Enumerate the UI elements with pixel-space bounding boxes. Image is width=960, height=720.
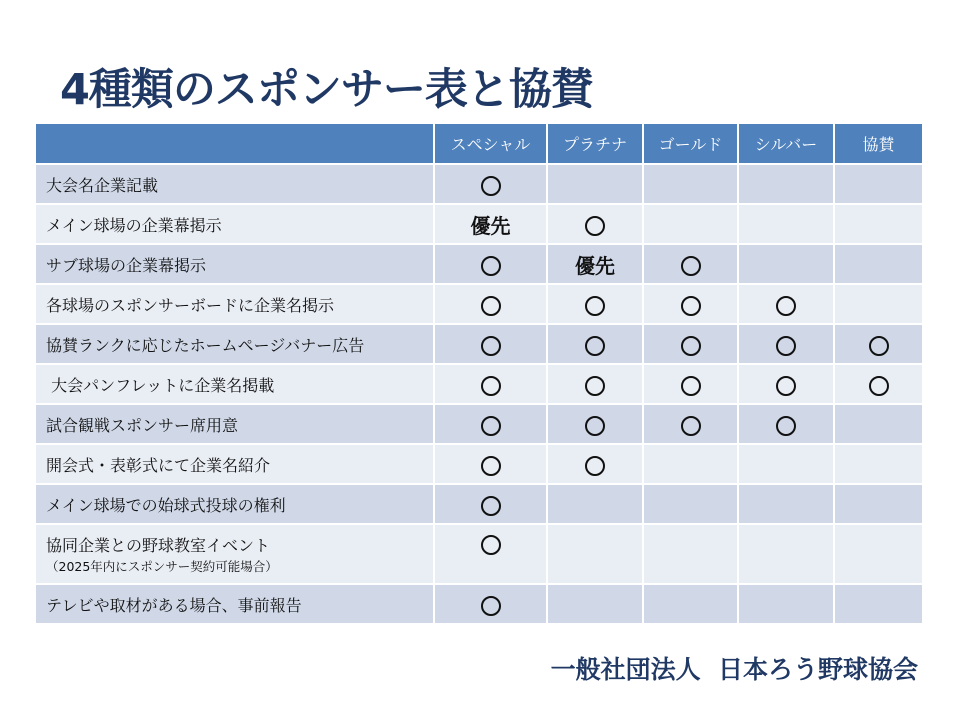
feature-cell: [35, 584, 434, 624]
benefit-cell: [547, 204, 643, 244]
feature-cell: [35, 284, 434, 324]
benefit-cell: [643, 204, 738, 244]
benefit-cell: [738, 364, 834, 404]
feature-label: 大会パンフレットに企業名掲載: [46, 375, 275, 395]
benefit-cell: [547, 484, 643, 524]
circle-mark-icon: [681, 296, 701, 316]
benefit-cell: [434, 404, 547, 444]
circle-mark-icon: [481, 336, 501, 356]
circle-mark-icon: [681, 376, 701, 396]
circle-mark-icon: [681, 416, 701, 436]
feature-cell: [35, 444, 434, 484]
circle-mark-icon: [481, 296, 501, 316]
benefit-cell: [834, 164, 923, 204]
benefit-cell: [643, 244, 738, 284]
table-row: [35, 164, 923, 204]
circle-mark-icon: [585, 456, 605, 476]
circle-mark-icon: [481, 416, 501, 436]
benefit-cell: [738, 444, 834, 484]
table-row: [35, 324, 923, 364]
benefit-cell: [834, 404, 923, 444]
benefit-cell: [834, 484, 923, 524]
benefit-cell: [434, 484, 547, 524]
benefit-cell: [547, 524, 643, 584]
table-row: [35, 404, 923, 444]
benefit-cell: [834, 444, 923, 484]
feature-label: 協同企業との野球教室イベント: [46, 536, 271, 555]
circle-mark-icon: [585, 376, 605, 396]
column-header-gold: ゴールド: [643, 123, 738, 164]
benefit-cell: [834, 524, 923, 584]
benefit-cell: [643, 404, 738, 444]
organization-name: 一般社団法人 日本ろう野球協会: [550, 655, 918, 684]
feature-cell: [35, 164, 434, 204]
benefit-cell: [738, 404, 834, 444]
benefit-cell: [547, 444, 643, 484]
feature-cell: [35, 324, 434, 364]
benefit-cell: [738, 584, 834, 624]
page-title: 4種類のスポンサー表と協賛: [60, 65, 593, 115]
circle-mark-icon: [681, 336, 701, 356]
benefit-cell: [434, 204, 547, 244]
benefit-cell: [738, 524, 834, 584]
circle-mark-icon: [869, 336, 889, 356]
benefit-cell: [834, 324, 923, 364]
benefit-cell: [547, 324, 643, 364]
benefit-cell: [738, 244, 834, 284]
benefit-cell: [434, 524, 547, 584]
benefit-cell: [547, 404, 643, 444]
column-header: [35, 123, 434, 164]
column-header-special: スペシャル: [434, 123, 547, 164]
benefit-cell: [643, 364, 738, 404]
circle-mark-icon: [585, 216, 605, 236]
benefit-cell: [834, 284, 923, 324]
circle-mark-icon: [776, 336, 796, 356]
priority-label: 優先: [575, 253, 615, 278]
column-header-platinum: プラチナ: [547, 123, 643, 164]
benefit-cell: [434, 284, 547, 324]
circle-mark-icon: [481, 456, 501, 476]
feature-label: 各球場のスポンサーボードに企業名掲示: [46, 295, 335, 315]
feature-cell: [35, 364, 434, 404]
benefit-cell: [434, 364, 547, 404]
feature-label: サブ球場の企業幕掲示: [46, 255, 207, 275]
benefit-cell: [434, 324, 547, 364]
benefit-cell: [434, 584, 547, 624]
benefit-cell: [547, 164, 643, 204]
priority-label: 優先: [470, 213, 511, 238]
benefit-cell: [547, 244, 643, 284]
circle-mark-icon: [585, 336, 605, 356]
column-header-silver: シルバー: [738, 123, 834, 164]
feature-label: メイン球場での始球式投球の権利: [46, 495, 286, 515]
benefit-cell: [643, 524, 738, 584]
feature-cell: [35, 244, 434, 284]
benefit-cell: [547, 284, 643, 324]
table-row: [35, 524, 923, 584]
benefit-cell: [738, 164, 834, 204]
feature-label: 試合観戦スポンサー席用意: [46, 415, 239, 435]
benefit-cell: [434, 164, 547, 204]
circle-mark-icon: [869, 376, 889, 396]
feature-label: メイン球場の企業幕掲示: [46, 215, 222, 235]
circle-mark-icon: [585, 416, 605, 436]
table-body: [35, 164, 923, 624]
benefit-cell: [738, 284, 834, 324]
sponsor-table: [34, 122, 924, 625]
circle-mark-icon: [776, 296, 796, 316]
benefit-cell: [738, 204, 834, 244]
table-row: [35, 444, 923, 484]
benefit-cell: [643, 164, 738, 204]
table-row: [35, 204, 923, 244]
circle-mark-icon: [481, 256, 501, 276]
benefit-cell: [643, 284, 738, 324]
benefit-cell: [834, 584, 923, 624]
benefit-cell: [643, 584, 738, 624]
benefit-cell: [834, 244, 923, 284]
feature-label: 開会式・表彰式にて企業名紹介: [46, 455, 271, 475]
circle-mark-icon: [585, 296, 605, 316]
table-row: [35, 584, 923, 624]
circle-mark-icon: [481, 535, 501, 555]
feature-cell: [35, 484, 434, 524]
column-header-sponsorship: 協賛: [834, 123, 923, 164]
feature-label: 協賛ランクに応じたホームページバナー広告: [46, 335, 365, 355]
feature-cell: [35, 204, 434, 244]
feature-note: （2025年内にスポンサー契約可能場合）: [46, 559, 278, 574]
feature-cell: [35, 404, 434, 444]
circle-mark-icon: [776, 416, 796, 436]
benefit-cell: [434, 244, 547, 284]
benefit-cell: [434, 444, 547, 484]
table-row: [35, 244, 923, 284]
feature-label: 大会名企業記載: [46, 175, 159, 195]
circle-mark-icon: [481, 596, 501, 616]
circle-mark-icon: [481, 496, 501, 516]
benefit-cell: [643, 324, 738, 364]
table-row: [35, 364, 923, 404]
benefit-cell: [834, 364, 923, 404]
benefit-cell: [643, 444, 738, 484]
benefit-cell: [547, 584, 643, 624]
table-header-row: [35, 123, 923, 164]
table-row: [35, 284, 923, 324]
table-row: [35, 484, 923, 524]
feature-cell: [35, 524, 434, 584]
feature-label: テレビや取材がある場合、事前報告: [46, 595, 302, 615]
circle-mark-icon: [481, 376, 501, 396]
benefit-cell: [643, 484, 738, 524]
benefit-cell: [547, 364, 643, 404]
benefit-cell: [834, 204, 923, 244]
circle-mark-icon: [776, 376, 796, 396]
benefit-cell: [738, 484, 834, 524]
circle-mark-icon: [481, 176, 501, 196]
benefit-cell: [738, 324, 834, 364]
circle-mark-icon: [681, 256, 701, 276]
